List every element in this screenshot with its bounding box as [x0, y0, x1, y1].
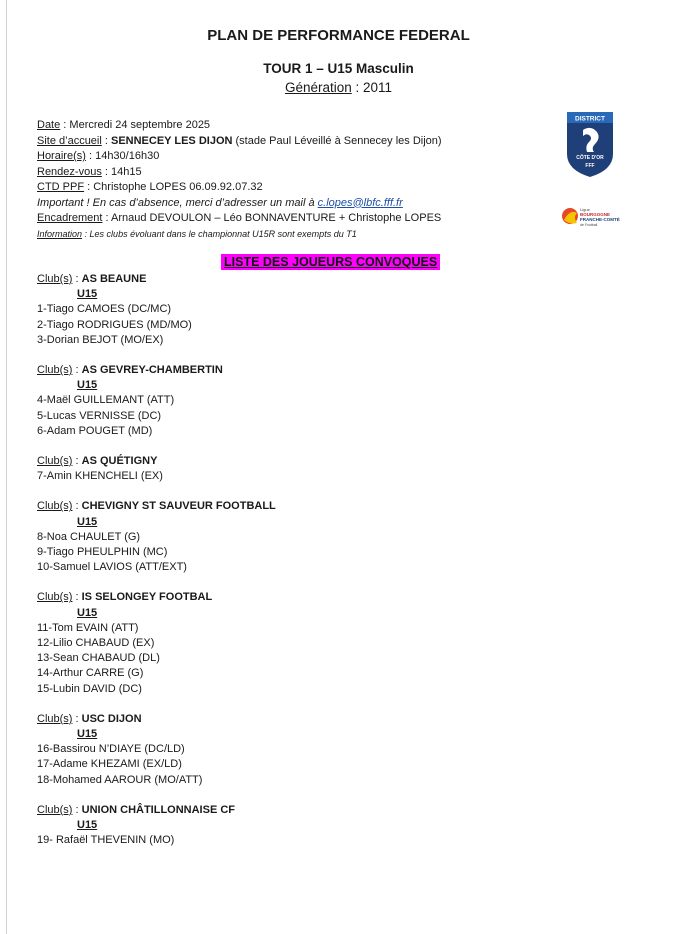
horaire-value: 14h30/16h30 [95, 150, 160, 162]
club-name: IS SELONGEY FOOTBAL [81, 591, 213, 604]
ligue-logo-line4: de Football [580, 223, 598, 227]
club-name-line [37, 803, 276, 818]
email-link[interactable]: c.lopes@lbfc.fff.fr [317, 196, 403, 209]
club-sep: : [72, 273, 82, 285]
club-sep: : [72, 455, 82, 468]
district-logo-bottom-text: CÔTE D'OR [576, 155, 604, 161]
generation-sep: : [351, 80, 364, 95]
player-item: 10-Samuel LAVIOS (ATT/EXT) [37, 561, 187, 574]
encadrement-value: Arnaud DEVOULON – Léo BONNAVENTURE + Christophe LOPES [111, 212, 442, 224]
club-name-line [37, 363, 276, 378]
generation-label: Génération [284, 80, 352, 95]
club-sep: : [72, 591, 82, 604]
site-sep: : [101, 134, 111, 147]
club-category: U15 [77, 288, 98, 301]
club-sep: : [72, 364, 82, 377]
date-sep: : [60, 119, 70, 131]
ligue-logo [561, 203, 627, 229]
ctd-line [37, 180, 442, 196]
club-block [37, 712, 276, 788]
club-sep: : [72, 712, 82, 725]
rdv-line [37, 165, 442, 181]
site-label: Site d’accueil [37, 134, 102, 147]
player-item: 19- Rafaël THEVENIN (MO) [37, 834, 175, 847]
information-line [37, 227, 442, 243]
site-line [37, 134, 442, 150]
player-item: 16-Bassirou N’DIAYE (DC/LD) [37, 743, 185, 756]
club-sep: : [72, 500, 82, 513]
generation-line [0, 80, 677, 95]
club-category: U15 [77, 819, 98, 832]
player-item: 18-Mohamed AAROUR (MO/ATT) [37, 773, 203, 786]
encadrement-sep: : [102, 212, 111, 224]
club-name: UNION CHÂTILLONNAISE CF [81, 803, 236, 816]
rdv-label: Rendez-vous [37, 165, 102, 178]
ctd-label: CTD PPF [37, 181, 85, 193]
player-item: 1-Tiago CAMOES (DC/MC) [37, 303, 172, 316]
club-name-line [37, 272, 276, 287]
site-extra: (stade Paul Léveillé à Sennecey les Dijon) [232, 134, 442, 147]
player-item: 14-Arthur CARRE (G) [37, 667, 144, 680]
club-block [37, 272, 276, 348]
club-category: U15 [77, 728, 98, 741]
club-block [37, 454, 276, 484]
information-value: Les clubs évoluant dans le championnat U15R sont exempts du T1 [89, 228, 357, 239]
club-sep: : [72, 803, 82, 816]
rdv-sep: : [101, 165, 111, 178]
club-name: CHEVIGNY ST SAUVEUR FOOTBALL [81, 500, 276, 513]
information-sep: : [82, 228, 90, 239]
important-text: Important ! En cas d’absence, merci d’adresser un mail à [37, 196, 318, 209]
ligue-logo-line2: BOURGOGNE [580, 212, 611, 217]
club-block [37, 499, 276, 575]
horaire-sep: : [85, 150, 96, 162]
club-category: U15 [77, 515, 98, 528]
player-item: 15-Lubin DAVID (DC) [37, 682, 142, 695]
club-name: AS QUÉTIGNY [81, 455, 158, 468]
club-name: AS GEVREY-CHAMBERTIN [81, 364, 223, 377]
player-item: 2-Tiago RODRIGUES (MD/MO) [37, 318, 192, 331]
player-item: 12-Lilio CHABAUD (EX) [37, 637, 155, 650]
player-item: 8-Noa CHAULET (G) [37, 530, 141, 543]
document-title: PLAN DE PERFORMANCE FEDERAL [207, 27, 470, 44]
clubs-list [37, 272, 276, 864]
player-item: 17-Adame KHEZAMI (EX/LD) [37, 758, 182, 771]
encadrement-line [37, 211, 442, 227]
club-name: USC DIJON [81, 712, 142, 725]
horaire-label: Horaire(s) [37, 150, 86, 162]
player-item: 3-Dorian BEJOT (MO/EX) [37, 333, 164, 346]
club-name-line [37, 590, 276, 605]
player-item: 13-Sean CHABAUD (DL) [37, 652, 160, 665]
club-name-line [37, 454, 276, 469]
district-logo [565, 108, 615, 178]
rdv-value: 14h15 [111, 165, 142, 178]
player-item: 11-Tom EVAIN (ATT) [37, 621, 139, 634]
ligue-logo-line1: Ligue [580, 207, 590, 212]
ctd-sep: : [84, 181, 94, 193]
player-item: 5-Lucas VERNISSE (DC) [37, 409, 162, 422]
date-line [37, 118, 442, 134]
horaire-line [37, 149, 442, 165]
club-category: U15 [77, 606, 98, 619]
club-label: Club(s) [37, 712, 73, 725]
generation-value: 2011 [363, 80, 393, 95]
ctd-value: Christophe LOPES 06.09.92.07.32 [93, 181, 263, 193]
players-list-title: LISTE DES JOUEURS CONVOQUES [221, 254, 440, 270]
club-block [37, 803, 276, 849]
club-label: Club(s) [37, 500, 73, 513]
club-name-line [37, 712, 276, 727]
club-block [37, 590, 276, 696]
player-item: 4-Maël GUILLEMANT (ATT) [37, 394, 175, 407]
club-label: Club(s) [37, 803, 73, 816]
club-label: Club(s) [37, 591, 73, 604]
page-left-border [6, 0, 7, 934]
encadrement-label: Encadrement [37, 212, 103, 224]
district-logo-top-text: DISTRICT [575, 115, 605, 123]
player-item: 9-Tiago PHEULPHIN (MC) [37, 546, 168, 559]
player-item: 6-Adam POUGET (MD) [37, 424, 153, 437]
club-block [37, 363, 276, 439]
player-item: 7-Amin KHENCHELI (EX) [37, 470, 163, 483]
ligue-logo-line3: FRANCHE-COMTÉ [580, 217, 620, 222]
information-label: Information [37, 228, 83, 239]
club-name: AS BEAUNE [81, 273, 147, 285]
date-label: Date [37, 119, 61, 131]
tour-subtitle: TOUR 1 – U15 Masculin [263, 61, 414, 76]
club-category: U15 [77, 379, 98, 392]
date-value: Mercredi 24 septembre 2025 [69, 119, 211, 131]
club-name-line [37, 499, 276, 514]
info-block [37, 118, 442, 242]
district-logo-fff-text: FFF [585, 163, 595, 169]
important-line [37, 196, 442, 212]
site-value: SENNECEY LES DIJON [111, 134, 233, 147]
club-label: Club(s) [37, 273, 73, 285]
club-label: Club(s) [37, 455, 73, 468]
club-label: Club(s) [37, 364, 73, 377]
